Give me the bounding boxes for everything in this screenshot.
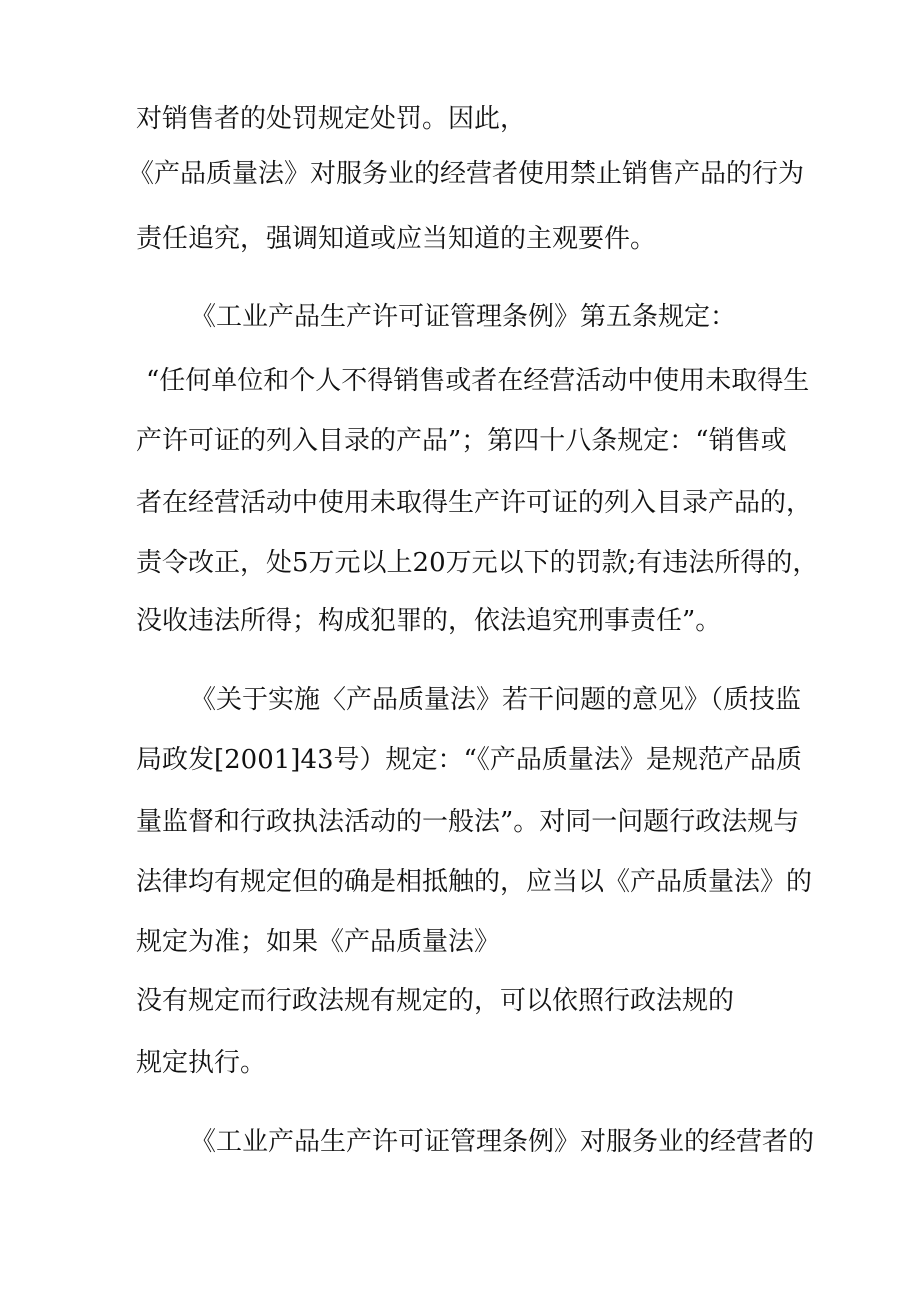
- text-line: 责任追究，强调知道或应当知道的主观要件。: [136, 224, 657, 254]
- text-line: 规定执行。: [136, 1048, 267, 1078]
- text-line: 没收违法所得；构成犯罪的，依法追究刑事责任”。: [136, 606, 722, 636]
- text-line: 量监督和行政执法活动的一般法”。对同一问题行政法规与: [136, 807, 800, 837]
- text-line: 产许可证的列入目录的产品”；第四十八条规定：“销售或: [136, 426, 787, 456]
- text-line: 局政发[2001]43号）规定：“《产品质量法》是规范产品质: [136, 745, 802, 775]
- text-line: 《工业产品生产许可证管理条例》对服务业的经营者的: [190, 1127, 815, 1157]
- text-line: 者在经营活动中使用未取得生产许可证的列入目录产品的，: [136, 488, 813, 518]
- text-line: 《产品质量法》对服务业的经营者使用禁止销售产品的行为: [128, 159, 805, 189]
- text-line: 对销售者的处罚规定处罚。因此，: [136, 104, 527, 134]
- text-line: 《工业产品生产许可证管理条例》第五条规定：: [190, 302, 737, 332]
- text-line: 规定为准；如果《产品质量法》: [136, 927, 501, 957]
- text-line: 责令改正，处5万元以上20万元以下的罚款;有违法所得的，: [136, 548, 819, 578]
- text-line: 没有规定而行政法规有规定的，可以依照行政法规的: [136, 986, 735, 1016]
- text-line: “任何单位和个人不得销售或者在经营活动中使用未取得生: [146, 366, 810, 396]
- text-line: 《关于实施〈产品质量法》若干问题的意见》（质技监: [190, 685, 802, 715]
- text-line: 法律均有规定但的确是相抵触的，应当以《产品质量法》的: [136, 867, 813, 897]
